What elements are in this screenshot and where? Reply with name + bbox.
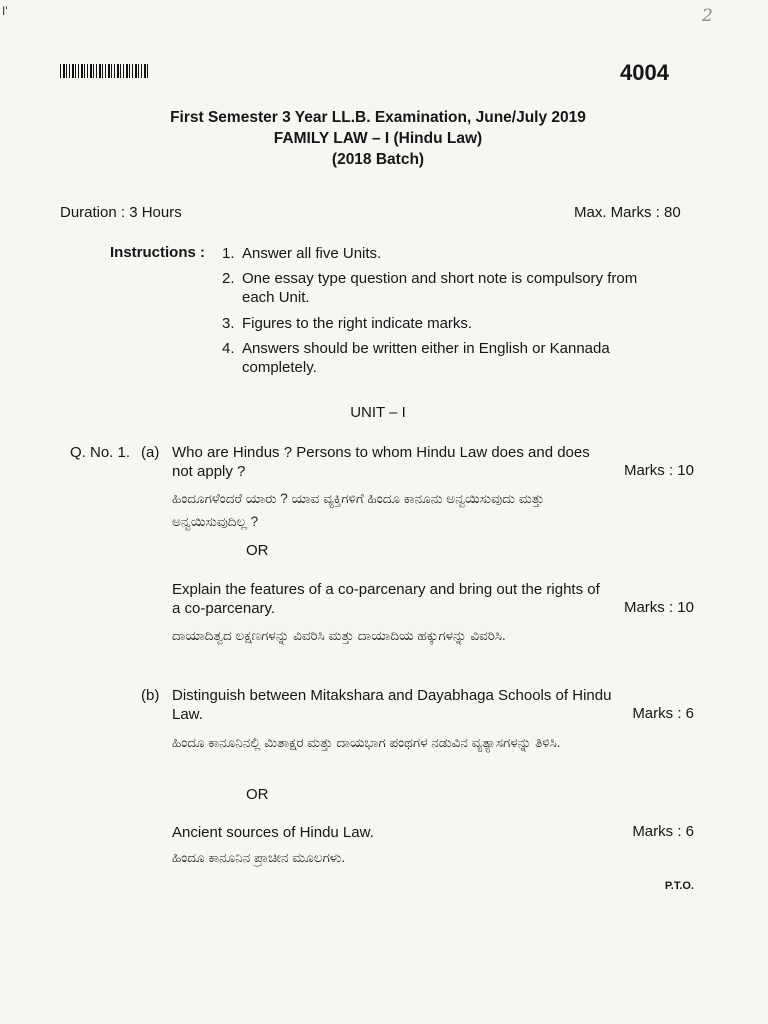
instruction-number: 4. (222, 340, 235, 357)
question-number: Q. No. 1. (70, 444, 131, 461)
instructions-label: Instructions : (110, 244, 206, 261)
marks-a2: Marks : 10 (623, 599, 694, 616)
marks-a1: Marks : 10 (623, 462, 694, 479)
barcode (60, 64, 150, 78)
or-separator: OR (246, 786, 269, 803)
exam-title: First Semester 3 Year LL.B. Examination, June/July 2019 (170, 109, 586, 126)
marks-b1: Marks : 6 (632, 705, 694, 722)
question-a2-english: Explain the features of a co-parcenary and bring out the rights of a co-parcenary. (172, 581, 600, 617)
corner-mark: I' (2, 4, 8, 18)
instruction-item (222, 244, 682, 263)
batch-title: (2018 Batch) (331, 151, 425, 168)
instruction-item (222, 269, 682, 307)
instruction-item (222, 339, 682, 377)
or-separator: OR (246, 542, 269, 559)
instruction-item (222, 314, 682, 333)
instruction-number: 2. (222, 270, 235, 287)
marks-b2: Marks : 6 (632, 823, 694, 840)
max-marks: Max. Marks : 80 (574, 204, 681, 221)
handwritten-page-number: 2 (702, 6, 713, 26)
instruction-text: One essay type question and short note is compulsory from each Unit. (242, 270, 638, 306)
subject-title: FAMILY LAW – I (Hindu Law) (273, 130, 483, 147)
unit-heading: UNIT – I (350, 404, 406, 421)
instruction-text: Answer all five Units. (242, 245, 382, 262)
instruction-number: 1. (222, 245, 235, 262)
question-b2-english: Ancient sources of Hindu Law. (172, 824, 374, 841)
question-b1-english: Distinguish between Mitakshara and Dayabhaga Schools of Hindu Law. (172, 687, 612, 723)
question-b1-kannada: ಹಿಂದೂ ಕಾನೂನಿನಲ್ಲಿ ಮಿತಾಕ್ಷರ ಮತ್ತು ದಾಯಭಾಗ ಪಂಥಗಳ ನಡುವಿನ ವ್ಯತ್ಯಾಸಗಳನ್ನು ತಿಳಿಸಿ. (172, 735, 561, 750)
pto-note: P.T.O. (664, 880, 694, 892)
instruction-number: 3. (222, 315, 235, 332)
question-b2-kannada: ಹಿಂದೂ ಕಾನೂನಿನ ಪ್ರಾಚೀನ ಮೂಲಗಳು. (172, 850, 346, 865)
question-a1-kannada: ಹಿಂದೂಗಳೆಂದರೆ ಯಾರು ? ಯಾವ ವ್ಯಕ್ತಿಗಳಿಗೆ ಹಿಂದೂ ಕಾನೂನು ಅನ್ವಯಿಸುವುದು ಮತ್ತು ಅನ್ವಯಿಸುವುದಿಲ್ಲ ? (172, 491, 545, 529)
question-a2-kannada: ದಾಯಾದಿತ್ವದ ಲಕ್ಷಣಗಳನ್ನು ವಿವರಿಸಿ ಮತ್ತು ದಾಯಾದಿಯ ಹಕ್ಕುಗಳನ್ನು ವಿವರಿಸಿ. (172, 628, 506, 643)
part-b-label: (b) (141, 687, 160, 704)
instruction-text: Figures to the right indicate marks. (242, 315, 473, 332)
paper-code: 4004 (620, 60, 669, 85)
question-a1-english: Who are Hindus ? Persons to whom Hindu Law does and does not apply ? (172, 444, 590, 480)
instruction-text: Answers should be written either in English or Kannada completely. (242, 340, 610, 376)
duration: Duration : 3 Hours (60, 204, 182, 221)
part-a-label: (a) (141, 444, 160, 461)
